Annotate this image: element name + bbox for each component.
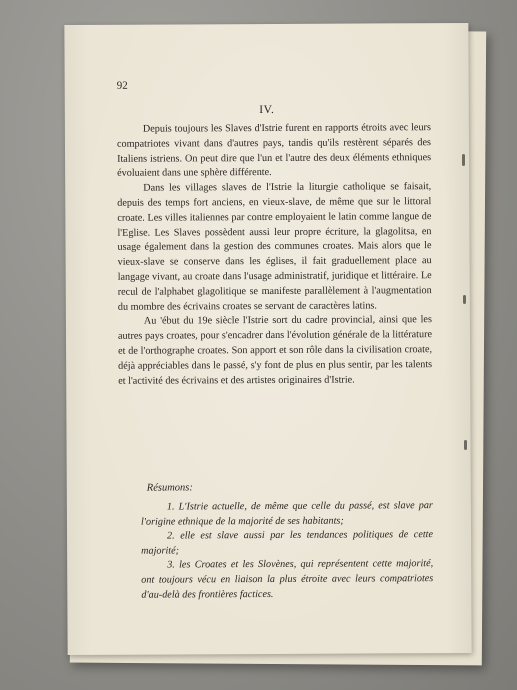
book-page (64, 23, 471, 655)
chapter-heading: IV. (259, 103, 275, 117)
resume-item-3: 3. les Croates et les Slovènes, qui représentent cette majorité, ont toujours vécu en liaison la plus étroite avec leurs compatriotes d'au-delà des frontières factices. (141, 558, 434, 601)
paragraph-1: Depuis toujours les Slaves d'Istrie furent en rapports étroits avec leurs compatriotes vivant dans d'autres pays, tandis qu'ils restèrent séparés des Italiens istriens. On peut dire que l'un et l'autre des deux éléments ethniques évoluaient dans une sphère différente. (116, 122, 432, 180)
body-text (117, 121, 432, 389)
page-number: 92 (116, 79, 128, 92)
binding-hole (462, 154, 465, 166)
paragraph-2: Dans les villages slaves de l'Istrie la liturgie catholique se faisait, depuis des temps fort anciens, en vieux-slave, de même que sur le littoral croate. Les villes italiennes par contre employaient le latin comme langue de l'Eglise. Les Slaves possèdent aussi leur propre écriture, la glagolitsa, en usage également dans la gestion des communes croates. Mais alors que le vieux-slave se conserve dans les églises, il fait graduellement place au langage vivant, au croate dans l'usage administratif, juridique et littéraire. Le recul de l'alphabet glagolitique se manifeste parallèlement à l'augmentation du mombre des écrivains croates se servant de caractères latins. (117, 181, 432, 313)
resume-item-2: 2. elle est slave aussi par les tendances politiques de cette majorité; (141, 529, 434, 557)
binding-hole (464, 440, 467, 450)
resume-list (141, 499, 434, 603)
paragraph-3: Au 'ébut du 19e siècle l'Istrie sort du cadre provincial, ainsi que les autres pays croates, pour s'encadrer dans l'évolution générale de la littérature et de l'orthographe croates. Son apport et son rôle dans la civilisation croate, déjà appréciables dans le passé, s'y font de plus en plus sentir, par les talents et l'activité des écrivains et des artistes originaires d'Istrie. (117, 314, 433, 387)
binding-hole (463, 295, 466, 304)
resume-item-1: 1. L'Istrie actuelle, de même que celle du passé, est slave par l'origine ethnique de la majorité de ses habitants; (140, 500, 433, 528)
resume-title: Résumons: (146, 482, 193, 494)
